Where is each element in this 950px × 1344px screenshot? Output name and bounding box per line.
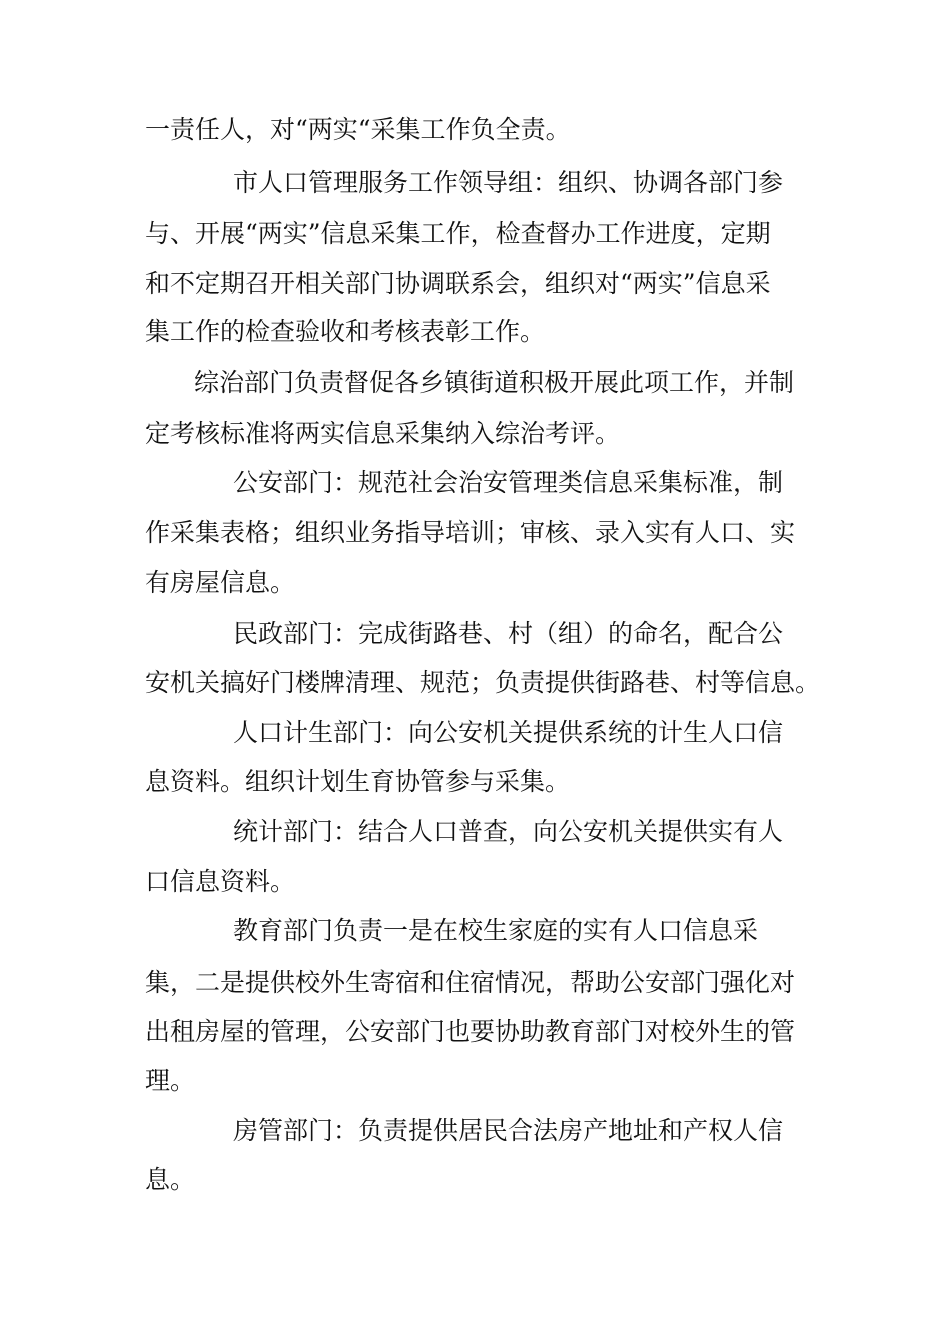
paragraph-2-line-2: 与、开展“两实”信息采集工作，检查督办工作进度，定期 — [145, 219, 771, 248]
paragraph-7-line-1: 统计部门：结合人口普查，向公安机关提供实有人 — [233, 817, 784, 846]
paragraph-5-line-2: 安机关搞好门楼牌清理、规范；负责提供街路巷、村等信息。 — [145, 668, 821, 697]
paragraph-6-line-1: 人口计生部门：向公安机关提供系统的计生人口信 — [233, 718, 784, 747]
paragraph-5-line-1: 民政部门：完成街路巷、村（组）的命名，配合公 — [233, 619, 784, 648]
paragraph-1-line-1: 一责任人，对“两实“采集工作负全责。 — [145, 115, 571, 144]
paragraph-8-line-4: 理。 — [145, 1066, 196, 1095]
paragraph-4-line-3: 有房屋信息。 — [145, 568, 296, 597]
paragraph-3-line-1: 综治部门负责督促各乡镇街道积极开展此项工作，并制 — [194, 368, 795, 397]
paragraph-8-line-1: 教育部门负责一是在校生家庭的实有人口信息采 — [233, 916, 759, 945]
paragraph-8-line-3: 出租房屋的管理，公安部门也要协助教育部门对校外生的管 — [145, 1017, 796, 1046]
paragraph-6-line-2: 息资料。组织计划生育协管参与采集。 — [145, 767, 571, 796]
paragraph-2-line-4: 集工作的检查验收和考核表彰工作。 — [145, 317, 546, 346]
paragraph-4-line-2: 作采集表格；组织业务指导培训；审核、录入实有人口、实 — [145, 518, 796, 547]
paragraph-4-line-1: 公安部门：规范社会治安管理类信息采集标准，制 — [233, 468, 784, 497]
paragraph-9-line-2: 息。 — [145, 1165, 196, 1194]
paragraph-2-line-3: 和不定期召开相关部门协调联系会，组织对“两实”信息采 — [145, 269, 771, 298]
paragraph-7-line-2: 口信息资料。 — [145, 867, 296, 896]
paragraph-8-line-2: 集，二是提供校外生寄宿和住宿情况，帮助公安部门强化对 — [145, 968, 796, 997]
paragraph-3-line-2: 定考核标准将两实信息采集纳入综治考评。 — [145, 419, 621, 448]
paragraph-2-line-1: 市人口管理服务工作领导组：组织、协调各部门参 — [233, 168, 784, 197]
paragraph-9-line-1: 房管部门：负责提供居民合法房产地址和产权人信 — [233, 1116, 784, 1145]
